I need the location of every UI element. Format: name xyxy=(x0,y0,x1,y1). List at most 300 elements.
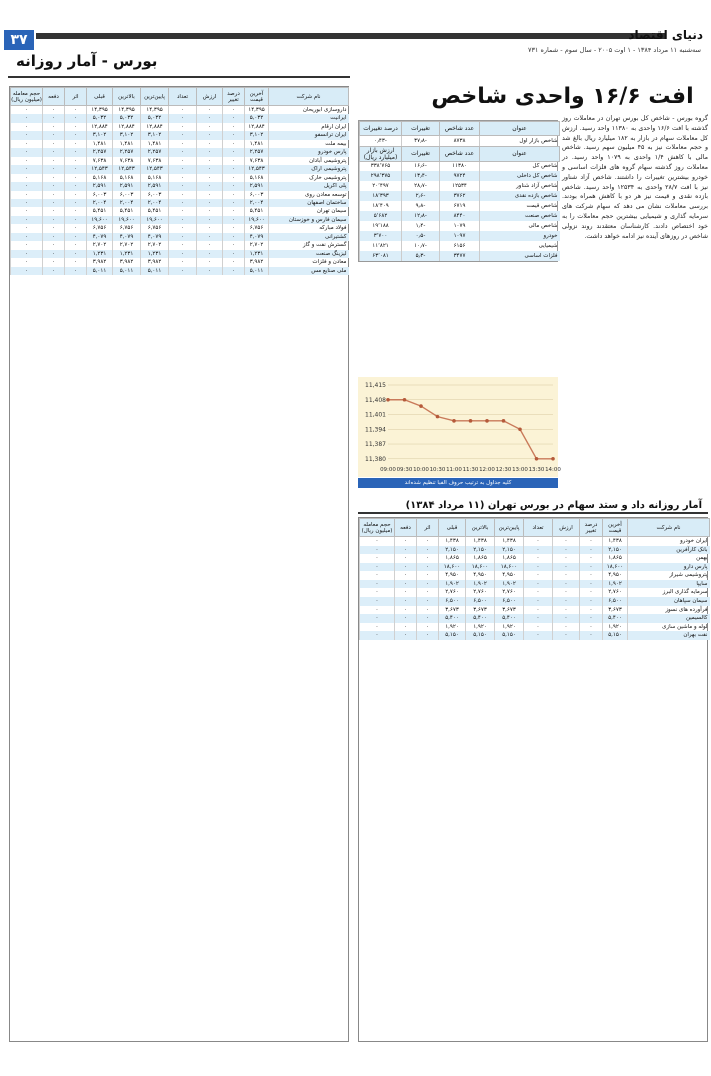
table-cell: ۰ xyxy=(524,537,553,546)
table-row xyxy=(11,123,349,131)
table-cell: ۰ xyxy=(223,258,245,266)
column-header: عدد شاخص xyxy=(440,122,480,136)
table-cell: ۳,۱۰۲ xyxy=(113,131,141,139)
table-cell: ۰ xyxy=(197,182,223,190)
table-cell: ۱۸,۶۰۰ xyxy=(466,563,495,572)
table-cell: -۱۰٫۷ xyxy=(402,241,440,251)
table-cell: ۵,۱۵۰ xyxy=(466,631,495,640)
table-cell: ۳۴۷۷ xyxy=(440,251,480,261)
table-cell: ۵,۰۱۱ xyxy=(245,267,269,275)
table-cell: ۰ xyxy=(11,258,43,266)
table-cell: ۰ xyxy=(11,182,43,190)
table-cell: ۱,۴۳۸ xyxy=(603,537,628,546)
company-name-cell: پتروشیمی شیراز xyxy=(628,571,710,580)
table-cell: ۵,۴۵۱ xyxy=(87,207,113,215)
table-cell: ۰ xyxy=(169,157,197,165)
table-cell: ۰ xyxy=(169,250,197,258)
left-table-body xyxy=(11,106,349,276)
table-cell: ۰ xyxy=(43,199,65,207)
table-cell: ۵,۱۶۸ xyxy=(87,174,113,182)
table-cell: ۱۴,۳۹۵ xyxy=(113,106,141,115)
table-cell: ۱,۲۳۱ xyxy=(141,250,169,258)
table-cell: ۰ xyxy=(11,224,43,232)
table-cell: ۶,۵۰۰ xyxy=(439,597,466,606)
table-cell: ۰ xyxy=(169,174,197,182)
table-cell: ۱,۹۰۲ xyxy=(603,580,628,589)
table-cell: ۰ xyxy=(417,537,439,546)
company-name-cell: شاخص کل xyxy=(480,161,560,171)
table-row xyxy=(360,171,560,181)
data-point xyxy=(403,398,407,402)
table-cell: ۶۷۱۹ xyxy=(440,201,480,211)
table-cell: ۳,۹۸۲ xyxy=(113,258,141,266)
table-cell: ۷,۶۳۸ xyxy=(113,157,141,165)
table-cell: ۰ xyxy=(360,571,395,580)
table-cell: ۱۴,۳۹۵ xyxy=(141,106,169,115)
table-cell: ۰ xyxy=(11,174,43,182)
company-name-cell: خودرو xyxy=(480,231,560,241)
table-cell: ۰ xyxy=(43,174,65,182)
table-cell: ۳۷۶۲ xyxy=(440,191,480,201)
table-cell: ۰ xyxy=(417,546,439,555)
table-cell: -۱۶٫۶ xyxy=(402,161,440,171)
table-cell: ۰ xyxy=(580,571,603,580)
table-cell: ۱۹٬۱۸۸ xyxy=(360,221,402,231)
company-name-cell: معادن و فلزات xyxy=(269,258,349,266)
table-cell: ۵,۴۰۰ xyxy=(603,614,628,623)
x-tick-label: 11:00 xyxy=(446,467,462,473)
table-cell: ۲,۷۰۲ xyxy=(113,241,141,249)
company-name-cell: شاخص آزاد شناور xyxy=(480,181,560,191)
table-cell: ۰ xyxy=(395,571,417,580)
column-header: قبلی xyxy=(87,88,113,106)
table-cell: ۰ xyxy=(11,106,43,115)
column-header: درصد تغییر xyxy=(580,519,603,537)
company-name-cell: کالسیمین xyxy=(628,614,710,623)
table-cell: ۰ xyxy=(65,174,87,182)
table-row xyxy=(11,250,349,258)
table-cell: ۰ xyxy=(65,114,87,122)
table-cell: ۰ xyxy=(43,157,65,165)
table-cell: ۱۲,۸۸۴ xyxy=(113,123,141,131)
table-cell: ۰ xyxy=(43,216,65,224)
table-cell: ۰ xyxy=(169,114,197,122)
table-cell: ۰ xyxy=(395,588,417,597)
company-name-cell: شاخص مالی xyxy=(480,221,560,231)
table-cell: ۰ xyxy=(43,182,65,190)
table-cell: ۱,۲۳۱ xyxy=(245,250,269,258)
table-cell: ۳,۱۰۲ xyxy=(245,131,269,139)
table-cell: ۴,۰۷۹ xyxy=(141,233,169,241)
table-cell: ۰ xyxy=(360,606,395,615)
table-cell: ۰ xyxy=(417,563,439,572)
table-cell: ۰ xyxy=(395,537,417,546)
column-header: بالاترین xyxy=(113,88,141,106)
table-cell: ۵,۱۵۰ xyxy=(439,631,466,640)
table-row xyxy=(11,241,349,249)
table-cell: ۲,۰۰۴ xyxy=(87,199,113,207)
table-cell: ۰ xyxy=(580,588,603,597)
column-header: تعداد xyxy=(524,519,553,537)
table-cell: ۰ xyxy=(43,106,65,115)
table-cell: ۴,۰۷۹ xyxy=(87,233,113,241)
table-row xyxy=(360,631,710,640)
right-table-body xyxy=(360,537,710,640)
table-cell: ۰ xyxy=(43,241,65,249)
table-cell: ۱۱٬۸۲۱ xyxy=(360,241,402,251)
table-cell: ۰ xyxy=(223,165,245,173)
table-cell: ۰ xyxy=(223,191,245,199)
table-cell: ۰ xyxy=(360,537,395,546)
y-tick-label: 11,380 xyxy=(365,455,386,463)
table-cell: ۰ xyxy=(395,623,417,632)
table-row xyxy=(11,191,349,199)
table-cell: ۰ xyxy=(223,148,245,156)
table-cell: ۰ xyxy=(43,207,65,215)
table-cell: ۵,۴۰۰ xyxy=(439,614,466,623)
table-cell: ۱,۲۳۱ xyxy=(87,250,113,258)
company-name-cell: سیمان فارس و خوزستان xyxy=(269,216,349,224)
table-cell: -۱۳٫۴ xyxy=(402,171,440,181)
table-cell: ۲,۲۵۷ xyxy=(87,148,113,156)
headline: افت ۱۶/۶ واحدی شاخص xyxy=(431,84,694,109)
table-row xyxy=(360,211,560,221)
table-row xyxy=(360,614,710,623)
table-row xyxy=(360,563,710,572)
table-cell: ۰ xyxy=(223,106,245,115)
table-cell: -۳۷٫۸ xyxy=(402,136,440,146)
table-cell: ۰ xyxy=(169,131,197,139)
table-cell: ۶,۷۵۶ xyxy=(87,224,113,232)
company-name-cell: شاخص قیمت xyxy=(480,201,560,211)
table-cell: ۰ xyxy=(197,131,223,139)
table-row xyxy=(11,114,349,122)
table-cell: ۰ xyxy=(169,241,197,249)
table-cell: ۰ xyxy=(65,165,87,173)
table-cell: ۰ xyxy=(360,623,395,632)
table-cell: ۰ xyxy=(43,131,65,139)
table-cell: ۰ xyxy=(223,216,245,224)
table-cell: ۳٬۷۰۰ xyxy=(360,231,402,241)
table-row xyxy=(360,546,710,555)
table-row xyxy=(11,106,349,115)
data-point xyxy=(502,419,506,423)
table-cell: ۰ xyxy=(395,554,417,563)
table-cell: ۱,۲۳۱ xyxy=(113,250,141,258)
table-cell: ۰ xyxy=(169,106,197,115)
table-cell: ۰ xyxy=(524,623,553,632)
table-cell: ۰ xyxy=(223,140,245,148)
table-cell: ۲,۲۵۷ xyxy=(141,148,169,156)
table-cell: ۰ xyxy=(169,123,197,131)
table-cell: ۵,۰۱۱ xyxy=(141,267,169,275)
table-row xyxy=(11,207,349,215)
table-row xyxy=(360,554,710,563)
table-cell: ۱۴,۳۹۵ xyxy=(245,106,269,115)
table-cell: ۳۳۸٬۷۶۵ xyxy=(360,161,402,171)
table-row xyxy=(360,623,710,632)
table-cell: ۰ xyxy=(11,267,43,275)
table-row xyxy=(11,157,349,165)
table-cell: ۴,۰۷۹ xyxy=(113,233,141,241)
table-cell: ۳,۶۷۳ xyxy=(466,606,495,615)
table-cell: ۰ xyxy=(197,233,223,241)
table-row xyxy=(11,267,349,275)
table-cell: ۲,۰۰۴ xyxy=(141,199,169,207)
table-cell: ۱۸,۶۰۰ xyxy=(439,563,466,572)
table-cell: ۰ xyxy=(65,216,87,224)
table-row xyxy=(11,165,349,173)
table-cell: ۰ xyxy=(524,597,553,606)
table-cell: ۰ xyxy=(223,207,245,215)
table-cell: ۵٬۶۸۲ xyxy=(360,211,402,221)
table-cell: ۲,۷۶۰ xyxy=(495,588,524,597)
table-cell: ۰ xyxy=(65,191,87,199)
table-cell: ۱,۹۰۲ xyxy=(466,580,495,589)
table-cell: ۰ xyxy=(43,165,65,173)
table-cell: ۱,۸۶۵ xyxy=(603,554,628,563)
x-tick-label: 13:00 xyxy=(512,467,528,473)
table-cell: ۳,۹۸۲ xyxy=(245,258,269,266)
table-cell: ۵,۱۶۸ xyxy=(113,174,141,182)
table-cell: ۲,۷۶۰ xyxy=(439,588,466,597)
table-cell: ۱,۹۲۰ xyxy=(439,623,466,632)
table-row xyxy=(360,537,710,546)
table-cell: ۱,۴۸۱ xyxy=(87,140,113,148)
table-cell: ۰ xyxy=(43,140,65,148)
table-cell: ۱,۹۲۰ xyxy=(495,623,524,632)
table-cell: ۰ xyxy=(580,554,603,563)
company-name-cell: توسعه معادن روی xyxy=(269,191,349,199)
bottom-table-title: آمار روزانه داد و ستد سهام در بورس تهران (۱۱ مرداد ۱۳۸۴) xyxy=(405,500,702,511)
company-name-cell: فرآورده های نسوز xyxy=(628,606,710,615)
table-cell: ۵,۰۳۲ xyxy=(113,114,141,122)
table-cell: ۰ xyxy=(197,191,223,199)
table-cell: ۰ xyxy=(524,631,553,640)
data-point xyxy=(386,398,390,402)
table-cell: ۲,۵۹۱ xyxy=(141,182,169,190)
table-cell: ۱۲۵۳۴ xyxy=(440,181,480,191)
table-cell: ۰ xyxy=(11,207,43,215)
table-cell: ۱۰۷۹ xyxy=(440,221,480,231)
table-cell: ۲,۲۵۷ xyxy=(245,148,269,156)
table-cell: ۱۹,۶۰۰ xyxy=(245,216,269,224)
table-cell: ۰ xyxy=(360,588,395,597)
table-row xyxy=(11,174,349,182)
table-cell: ۳,۹۸۲ xyxy=(87,258,113,266)
table-cell: ۶,۰۰۳ xyxy=(245,191,269,199)
table-cell: ۰ xyxy=(65,182,87,190)
table-cell: ۰ xyxy=(417,580,439,589)
table-cell: ۵,۱۵۰ xyxy=(603,631,628,640)
table-cell: ۴,۹۵۰ xyxy=(466,571,495,580)
table-cell: ۶,۵۰۰ xyxy=(495,597,524,606)
x-tick-label: 09:00 xyxy=(380,467,396,473)
table-cell: ۱۲,۵۴۳ xyxy=(141,165,169,173)
table-cell: ۰ xyxy=(417,623,439,632)
table-cell: ۲,۷۰۲ xyxy=(87,241,113,249)
company-name-cell: پتروشیمی خارک xyxy=(269,174,349,182)
column-header: ارزش xyxy=(197,88,223,106)
table-cell: -۰٫۴۳ xyxy=(360,136,402,146)
table-row xyxy=(360,161,560,171)
index-chart xyxy=(358,377,561,477)
left-stock-table xyxy=(10,87,349,275)
table-cell: ۰ xyxy=(169,148,197,156)
table-row xyxy=(360,597,710,606)
table-cell: ۰ xyxy=(553,614,580,623)
column-header: آخرین قیمت xyxy=(603,519,628,537)
table-cell: ۰ xyxy=(223,224,245,232)
table-cell: ۰ xyxy=(360,597,395,606)
index-top-body xyxy=(360,136,560,146)
table-cell: ۶,۰۰۳ xyxy=(113,191,141,199)
table-cell: ۰ xyxy=(65,140,87,148)
company-name-cell: ایرانیت xyxy=(269,114,349,122)
table-cell: ۰ xyxy=(169,199,197,207)
table-cell: ۰ xyxy=(197,207,223,215)
section-rule xyxy=(8,76,350,78)
index-top-header-row xyxy=(360,122,560,136)
table-row xyxy=(360,191,560,201)
table-cell: -۰٫۵ xyxy=(402,231,440,241)
table-cell: ۰ xyxy=(169,182,197,190)
table-cell: ۰ xyxy=(553,606,580,615)
table-cell: ۰ xyxy=(11,199,43,207)
table-cell: ۰ xyxy=(43,148,65,156)
column-header: حجم معامله (میلیون ریال) xyxy=(360,519,395,537)
table-cell: ۰ xyxy=(65,267,87,275)
company-name-cell: لوله و ماشین سازی xyxy=(628,623,710,632)
table-cell: ۶,۵۰۰ xyxy=(466,597,495,606)
table-cell: ۱۹,۶۰۰ xyxy=(141,216,169,224)
table-cell: ۰ xyxy=(553,631,580,640)
table-cell: ۴,۹۵۰ xyxy=(495,571,524,580)
section-title: بورس - آمار روزانه xyxy=(16,52,158,70)
table-cell: ۰ xyxy=(43,233,65,241)
right-stock-table-panel xyxy=(358,517,708,1042)
table-cell: ۰ xyxy=(223,241,245,249)
table-cell: ۰ xyxy=(169,267,197,275)
table-cell: ۶,۰۰۳ xyxy=(87,191,113,199)
header-rule xyxy=(36,33,666,39)
table-cell: ۰ xyxy=(43,258,65,266)
table-cell: ۰ xyxy=(553,597,580,606)
table-cell: ۵,۰۱۱ xyxy=(113,267,141,275)
table-cell: ۰ xyxy=(417,597,439,606)
table-cell: ۰ xyxy=(580,537,603,546)
table-cell: ۱۹,۶۰۰ xyxy=(87,216,113,224)
table-cell: ۰ xyxy=(223,131,245,139)
left-table-header-row xyxy=(11,88,349,106)
table-cell: ۰ xyxy=(395,614,417,623)
column-header: درصد تغییرات xyxy=(360,122,402,136)
x-tick-label: 14:00 xyxy=(545,467,561,473)
column-header: حجم معامله (میلیون ریال) xyxy=(11,88,43,106)
company-name-cell: پارس خودرو xyxy=(269,148,349,156)
table-cell: ۱۲,۵۴۳ xyxy=(245,165,269,173)
table-row xyxy=(360,580,710,589)
table-cell: ۰ xyxy=(553,546,580,555)
table-cell: ۰ xyxy=(197,140,223,148)
table-cell: -۱٫۴ xyxy=(402,221,440,231)
table-row xyxy=(360,221,560,231)
bottom-title-rule xyxy=(358,512,708,514)
y-tick-label: 11,401 xyxy=(365,411,386,419)
company-name-cell: ایران ارقام xyxy=(269,123,349,131)
table-cell: ۶,۰۰۳ xyxy=(141,191,169,199)
company-name-cell: بهمن xyxy=(628,554,710,563)
table-cell: ۰ xyxy=(169,191,197,199)
table-cell: ۰ xyxy=(65,258,87,266)
index-table xyxy=(359,146,560,262)
company-name-cell: شاخص صنعت xyxy=(480,211,560,221)
table-cell: ۱۰۹۷ xyxy=(440,231,480,241)
table-cell: ۰ xyxy=(169,216,197,224)
table-cell: ۶,۷۵۶ xyxy=(141,224,169,232)
x-tick-label: 13:30 xyxy=(528,467,545,473)
table-cell: ۰ xyxy=(360,546,395,555)
column-header: آخرین قیمت xyxy=(245,88,269,106)
column-header: دفعه xyxy=(43,88,65,106)
table-cell: ۰ xyxy=(169,233,197,241)
table-row xyxy=(11,131,349,139)
table-cell: ۰ xyxy=(65,241,87,249)
table-cell: ۰ xyxy=(65,250,87,258)
table-cell: ۰ xyxy=(417,614,439,623)
x-tick-label: 12:30 xyxy=(495,467,512,473)
column-header: پایین‌ترین xyxy=(495,519,524,537)
table-cell: ۰ xyxy=(65,207,87,215)
table-cell: ۰ xyxy=(223,199,245,207)
table-cell: ۲,۷۶۰ xyxy=(466,588,495,597)
table-row xyxy=(11,199,349,207)
company-name-cell: شاخص بازار اول xyxy=(480,136,560,146)
table-cell: ۸۷۳۸ xyxy=(440,136,480,146)
table-cell: ۴,۹۵۰ xyxy=(439,571,466,580)
table-cell: ۲,۵۹۱ xyxy=(87,182,113,190)
table-cell: ۰ xyxy=(360,563,395,572)
x-tick-label: 10:00 xyxy=(413,467,429,473)
table-cell: ۵,۰۳۲ xyxy=(245,114,269,122)
company-name-cell: پتروشیمی آبادان xyxy=(269,157,349,165)
company-name-cell: ساختمان اصفهان xyxy=(269,199,349,207)
company-name-cell: بیمه ملت xyxy=(269,140,349,148)
table-cell: ۰ xyxy=(11,165,43,173)
table-cell: ۲,۷۰۲ xyxy=(245,241,269,249)
table-cell: ۳,۱۰۲ xyxy=(87,131,113,139)
table-cell: ۱,۹۰۲ xyxy=(439,580,466,589)
table-cell: ۱۲,۸۸۴ xyxy=(245,123,269,131)
table-cell: ۰ xyxy=(395,563,417,572)
table-cell: ۰ xyxy=(223,174,245,182)
company-name-cell: بانک کارآفرین xyxy=(628,546,710,555)
column-header: اثر xyxy=(417,519,439,537)
company-name-cell: ایران ترانسفو xyxy=(269,131,349,139)
company-name-cell: شاخص کل داخلی xyxy=(480,171,560,181)
table-cell: ۰ xyxy=(395,580,417,589)
company-name-cell: کشتیرانی xyxy=(269,233,349,241)
table-cell: -۱۲٫۸ xyxy=(402,211,440,221)
table-cell: ۰ xyxy=(553,537,580,546)
table-row xyxy=(11,224,349,232)
table-cell: ۶,۷۵۶ xyxy=(113,224,141,232)
x-tick-label: 09:30 xyxy=(396,467,413,473)
table-cell: ۰ xyxy=(553,571,580,580)
table-cell: ۰ xyxy=(197,114,223,122)
table-cell: ۰ xyxy=(360,554,395,563)
table-row xyxy=(360,606,710,615)
